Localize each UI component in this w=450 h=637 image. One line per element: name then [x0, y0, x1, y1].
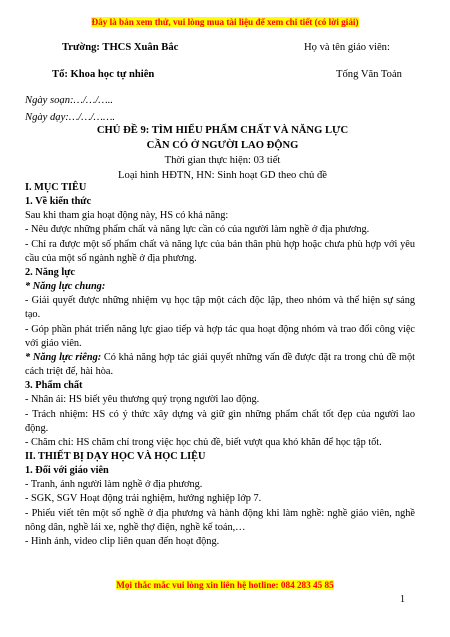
- material-item: - Hình ảnh, video clip liên quan đến hoạt động.: [25, 535, 220, 547]
- preview-notice-banner: Đây là bản xem thử, vui lòng mua tài liệu để xem chi tiết (có lời giải): [91, 17, 359, 27]
- quality-item: - Nhân ái: HS biết yêu thương quý trọng người lao động.: [25, 394, 260, 406]
- knowledge-heading: 1. Về kiến thức: [25, 196, 92, 208]
- competence-item: - Góp phần phát triển năng lực giao tiếp và hợp tác qua hoạt động nhóm và trao đổi công việc với giáo viên.: [25, 323, 415, 349]
- school-name: Trường: THCS Xuân Bắc: [62, 42, 179, 53]
- department-name: Tổ: Khoa học tự nhiên: [52, 69, 155, 80]
- teaching-date: Ngày dạy:…/…/…….: [25, 112, 116, 123]
- material-item: - SGK, SGV Hoạt động trải nghiệm, hướng nghiệp lớp 7.: [25, 493, 262, 505]
- teacher-label: Họ và tên giáo viên:: [304, 42, 390, 53]
- duration-line: Thời gian thực hiện: 03 tiết: [164, 155, 281, 166]
- specific-competence-text: Có khả năng hợp tác giải quyết những vấn đề được đặt ra trong chủ đề một cách triệt để, hài hòa.: [25, 351, 415, 378]
- section-materials-heading: II. THIẾT BỊ DẠY HỌC VÀ HỌC LIỆU: [25, 450, 206, 462]
- specific-competence-paragraph: [25, 351, 415, 379]
- competence-item: - Giải quyết được những nhiệm vụ học tập một cách độc lập, theo nhóm và thể hiện sự sáng tạo.: [25, 295, 415, 321]
- material-item: - Phiếu viết tên một số nghề ở địa phương và hành động khi làm nghề: nghề giáo viên, nghề nông dân, nghề lái xe, nghề thợ điện, nghề kế toán,…: [25, 507, 415, 533]
- teacher-name: Tống Văn Toản: [336, 69, 402, 80]
- topic-title-line2: CẦN CÓ Ở NGƯỜI LAO ĐỘNG: [146, 140, 299, 151]
- general-competence-label: * Năng lực chung:: [25, 281, 106, 293]
- section-objectives-heading: I. MỤC TIÊU: [25, 182, 87, 193]
- quality-item: - Chăm chỉ: HS chăm chỉ trong việc học chủ đề, biết vượt qua khó khăn để học tập tốt.: [25, 436, 382, 448]
- quality-item: - Trách nhiệm: HS có ý thức xây dựng và giữ gìn những phẩm chất tốt đẹp của người lao động.: [25, 408, 415, 434]
- qualities-heading: 3. Phẩm chất: [25, 380, 83, 392]
- competence-heading: 2. Năng lực: [25, 266, 75, 278]
- page-number: 1: [400, 594, 405, 605]
- knowledge-intro: Sau khi tham gia hoạt động này, HS có khả năng:: [25, 210, 229, 222]
- lesson-body: [25, 181, 415, 549]
- specific-competence-label: * Năng lực riêng:: [25, 351, 102, 363]
- knowledge-item: - Chỉ ra được một số phẩm chất và năng lực của bản thân phù hợp hoặc chưa phù hợp với yêu cầu của một số ngành nghề ở địa phương.: [25, 238, 415, 264]
- prepared-date: Ngày soạn:…/…/…..: [25, 95, 113, 106]
- hotline-banner: Mọi thắc mắc vui lòng xin liên hệ hotline: 084 283 45 85: [116, 580, 334, 590]
- knowledge-item: - Nêu được những phẩm chất và năng lực cần có của người làm nghề ở địa phương.: [25, 224, 370, 236]
- teacher-materials-heading: 1. Đối với giáo viên: [25, 465, 109, 477]
- activity-type-line: Loại hình HĐTN, HN: Sinh hoạt GD theo chủ đề: [118, 170, 327, 181]
- topic-title-line1: CHỦ ĐỀ 9: TÌM HIỂU PHẨM CHẤT VÀ NĂNG LỰC: [96, 125, 349, 136]
- material-item: - Tranh, ảnh người làm nghề ở địa phương.: [25, 479, 203, 491]
